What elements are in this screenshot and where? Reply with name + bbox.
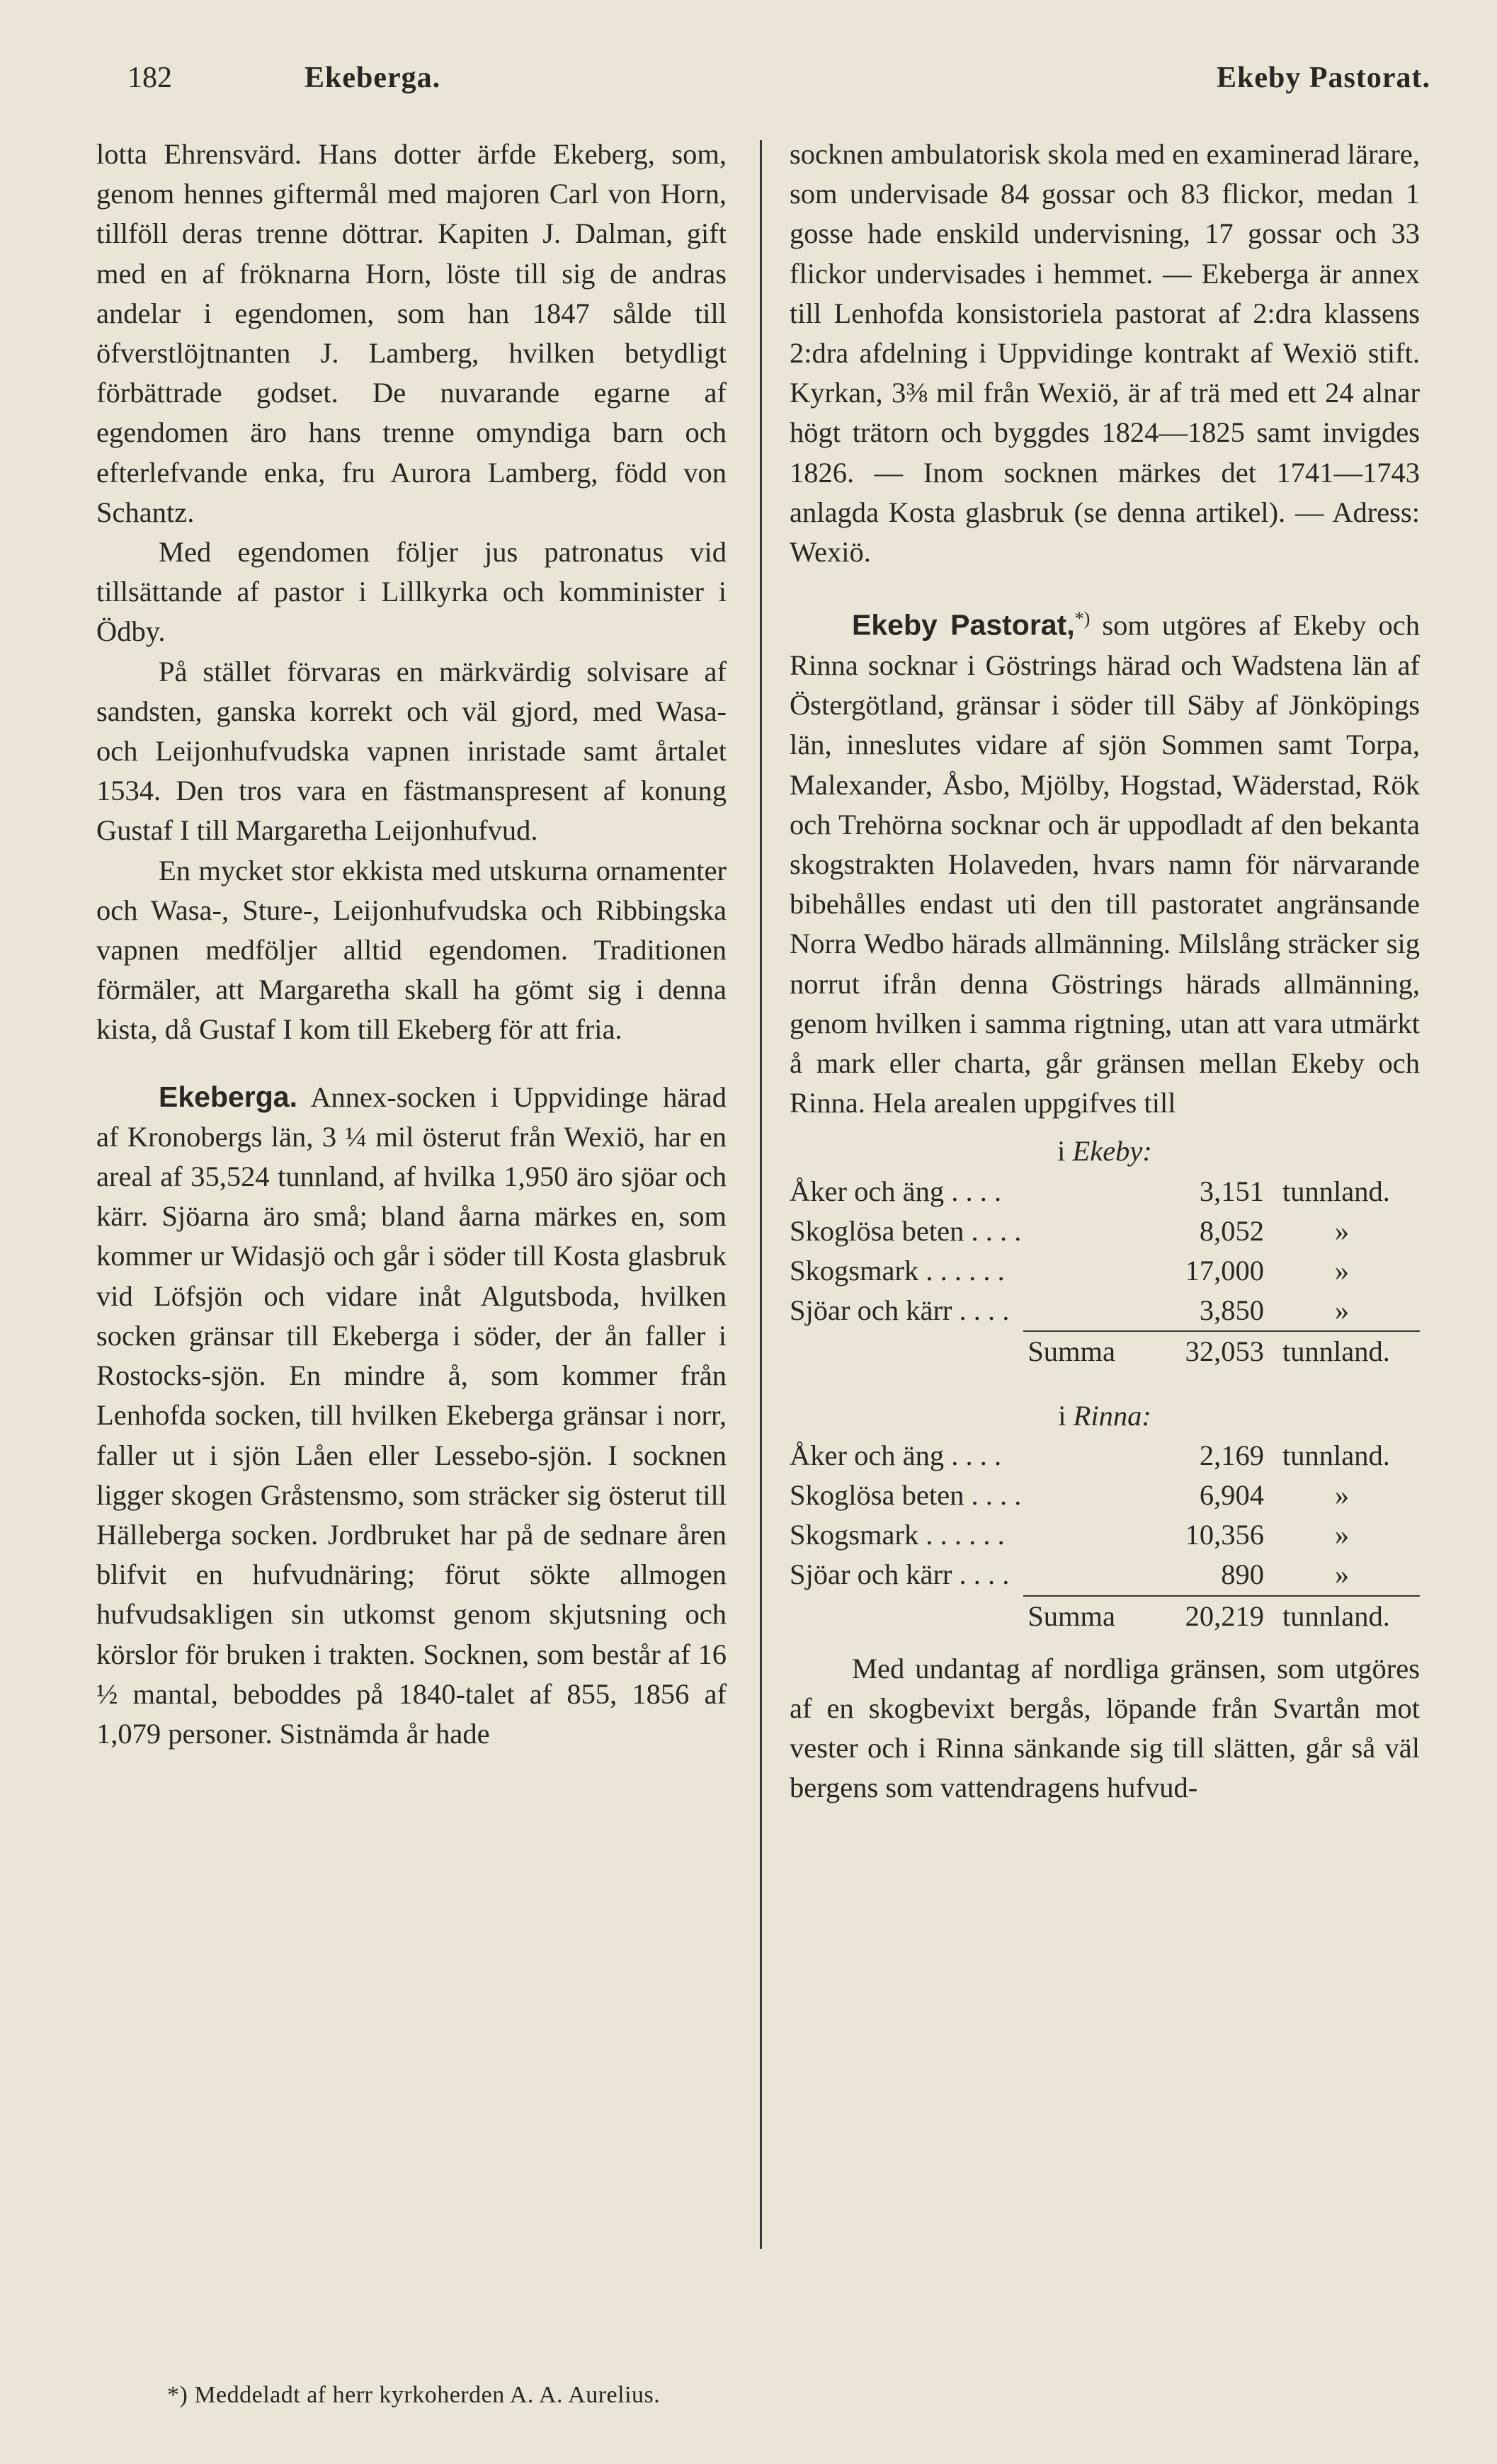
paragraph: lotta Ehrensvärd. Hans dotter ärfde Ekeberg, som, genom hennes giftermål med majoren Carl von Horn, tillföll deras trenne döttrar. Kapiten J. Dalman, gift med en af fröknarna Horn, löste till sig de andras andelar i egendomen, som han 1847 sålde till öfverstlöjtnanten J. Lamberg, hvilken betydligt förbättrade godset. De nuvarande egarne af egendomen äro hans trenne omyndiga barn och efterlefvande enka, fru Aurora Lamberg, född von Schantz. [96, 138, 727, 528]
paragraph: En mycket stor ekkista med utskurna ornamenter och Wasa-, Sture-, Leijonhufvudska och Ribbingska vapnen medföljer alltid egendomen. Traditionen förmäler, att Margaretha skall ha gömt sig i denna kista, då Gustaf I kom till Ekeberg för att fria. [96, 854, 727, 1046]
table-row: Sjöar och kärr . . . . 3,850 » [790, 1294, 1350, 1327]
table-heading: i Ekeby: [1057, 1135, 1152, 1168]
area-table-rinna [790, 1396, 1420, 1636]
table-sum-row: Summa 32,053 tunnland. [1028, 1335, 1390, 1368]
entry-text: som utgöres af Ekeby och Rinna socknar i Göstrings härad och Wadstena län af Östergötland, gränsar i söder till Säby af Jönköpings län, inneslutes vidare af sjön Sommen samt Torpa, Malexander, Åsbo, Mjölby, Hogstad, Wäderstad, Rök och Trehörna socknar och är uppodladt af den bekanta skogstrakten Holaveden, hvars namn för närvarande bibehålles endast uti den till pastoratet angränsande Norra Wedbo härads allmänning. Milslång sträcker sig norrut ifrån denna Göstrings härads allmänning, genom hvilken i samma rigtning, utan att vara utmärkt å mark eller charta, går gränsen mellan Ekeby och Rinna. Hela arealen uppgifves till [790, 609, 1420, 1119]
header-left-title: Ekeberga. [304, 62, 441, 94]
table-row: Skogsmark . . . . . . 17,000 » [790, 1254, 1350, 1287]
paragraph: socknen ambulatorisk skola med en examinerad lärare, som undervisade 84 gossar och 83 flickor, medan 1 gosse hade enskild undervisning, 17 gossar och 33 flickor undervisades i hemmet. — Ekeberga är annex till Lenhofda konsistoriela pastorat af 2:dra klassens 2:dra afdelning i Uppvidinge kontrakt af Wexiö stift. Kyrkan, 3⅜ mil från Wexiö, är af trä med ett 24 alnar högt trätorn och byggdes 1824—1825 samt invigdes 1826. — Inom socknen märkes det 1741—1743 anlagda Kosta glasbruk (se denna artikel). — Adress: Wexiö. [790, 138, 1420, 569]
paragraph: Med undantag af nordliga gränsen, som utgöres af en skogbevixt bergås, löpande från Svartån mot vester och i Rinna sänkande sig till slätten, går så väl bergens som vattendragens hufvud- [790, 1652, 1420, 1804]
entry-heading: Ekeberga. [159, 1080, 297, 1113]
entry-heading: Ekeby Pastorat, [852, 608, 1075, 641]
running-header [127, 61, 1430, 103]
table-row: Skoglösa beten . . . . 8,052 » [790, 1214, 1350, 1247]
right-column [790, 135, 1420, 1808]
table-row: Åker och äng . . . . 2,169 tunnland. [790, 1439, 1390, 1471]
entry-text: Annex-socken i Uppvidinge härad af Kronobergs län, 3 ¼ mil österut från Wexiö, har en areal af 35,524 tunnland, af hvilka 1,950 äro sjöar och kärr. Sjöarna äro små; bland åarna märkes en, som kommer ur Widasjö och går i söder till Kosta glasbruk vid Löfsjön och vidare inåt Algutsboda, hvilken socken gränsar till Ekeberga i söder, der ån faller i Rostocks-sjön. En mindre å, som kommer från Lenhofda socken, till hvilken Ekeberga gränsar i norr, faller ut i sjön Låen eller Lessebo-sjön. I socknen ligger skogen Gråstensmo, som sträcker sig österut till Hälleberga socken. Jordbruket har på de sednare åren blifvit en hufvudnäring; förut sökte allmogen hufvudsakligen sin utkomst genom skjutsning och körslor för bruken i trakten. Socknen, som består af 16 ½ mantal, beboddes på 1840-talet af 855, 1856 af 1,079 personer. Sistnämda år hade [96, 1080, 727, 1750]
header-right-title: Ekeby Pastorat. [1217, 62, 1430, 94]
table-row: Åker och äng . . . . 3,151 tunnland. [790, 1175, 1390, 1207]
entry-ekeby-pastorat [790, 599, 1420, 1123]
table-row: Skogsmark . . . . . . 10,356 » [790, 1519, 1350, 1551]
page-number: 182 [127, 62, 172, 94]
entry-ekeberga [96, 1077, 727, 1754]
paragraph: Med egendomen följer jus patronatus vid tillsättande af pastor i Lillkyrka och komminister i Ödby. [96, 536, 727, 648]
table-row: Skoglösa beten . . . . 6,904 » [790, 1479, 1350, 1511]
table-row: Sjöar och kärr . . . . 890 » [790, 1558, 1350, 1591]
paragraph: På stället förvaras en märkvärdig solvisare af sandsten, ganska korrekt och väl gjord, med Wasa- och Leijonhufvudska vapnen inristade samt årtalet 1534. Den tros vara en fästmanspresent af konung Gustaf I till Margaretha Leijonhufvud. [96, 655, 727, 847]
table-sum-row: Summa 20,219 tunnland. [1028, 1599, 1390, 1632]
table-heading: i Rinna: [1058, 1399, 1151, 1432]
footnote: *) Meddeladt af herr kyrkoherden A. A. Aurelius. [167, 2382, 661, 2408]
column-divider [760, 140, 762, 2249]
footnote-marker: *) [1074, 608, 1091, 629]
left-column [96, 135, 727, 1754]
area-table-ekeby [790, 1131, 1420, 1371]
